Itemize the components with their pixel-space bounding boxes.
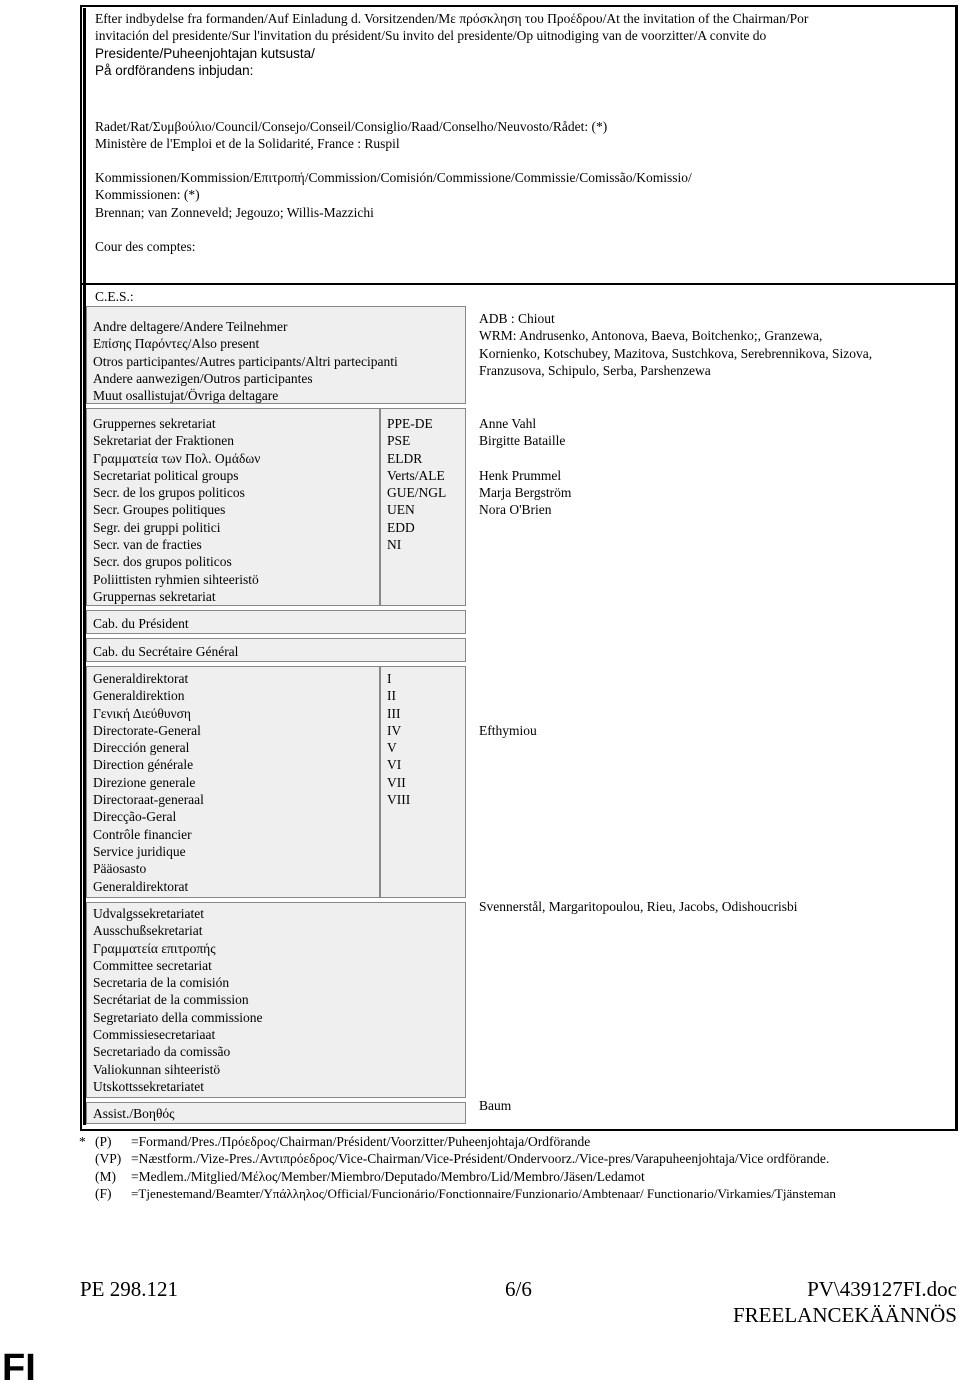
group-code: PSE [387, 433, 411, 449]
cab-sg-label: Cab. du Secrétaire Général [93, 644, 239, 659]
groups-labels [93, 415, 260, 605]
committee-secretariat-label: Commissiesecretariaat [93, 1027, 216, 1043]
dg-numerals [387, 670, 410, 808]
assistant-value: Baum [479, 1098, 512, 1113]
legend-code: (VP) [95, 1151, 122, 1167]
legend-code: (P) [95, 1134, 112, 1149]
groups-label: Segr. dei gruppi politici [93, 519, 221, 535]
council-value: Ministère de l'Emploi et de la Solidarité, France : Ruspil [95, 136, 400, 152]
group-code: GUE/NGL [387, 485, 447, 501]
legend-row [79, 1150, 959, 1167]
others-label: Muut osallistujat/Övriga deltagare [93, 388, 279, 404]
dg-label: Γενική Διεύθυνση [93, 705, 191, 721]
groups-label: Secr. de los grupos politicos [93, 485, 245, 501]
council-label: Radet/Rat/Συμβούλιο/Council/Consejo/Conseil/Consiglio/Raad/Conselho/Neuvosto/Rådet: (*) [95, 119, 608, 134]
invitation-line: Presidente/Puheenjohtajan kutsusta/ [95, 45, 315, 61]
legend-row [79, 1133, 959, 1150]
others-label: Επίσης Παρόντες/Also present [93, 336, 260, 352]
committee-secretariat-label: Γραμματεία επιτροπής [93, 940, 216, 956]
freelance-mark: FREELANCEKÄÄNNÖS [732, 1303, 957, 1327]
frame-divider [80, 283, 958, 285]
dg-numeral: VII [387, 774, 406, 790]
group-code: Verts/ALE [387, 467, 445, 483]
group-member: Anne Vahl [479, 416, 537, 431]
dg-numeral: V [387, 740, 397, 756]
committee-secretariat-label: Valiokunnan sihteeristö [93, 1061, 221, 1077]
dg-label: Contrôle financier [93, 826, 192, 842]
groups-label: Secretariat political groups [93, 467, 239, 483]
others-label: Andre deltagere/Andere Teilnehmer [93, 319, 288, 334]
committee-secretariat-label: Secretaria de la comisión [93, 975, 230, 991]
ces-label: C.E.S.: [95, 289, 134, 304]
others-value: ADB : Chiout [479, 311, 555, 326]
others-value: Franzusova, Schipulo, Serba, Parshenzewa [479, 362, 711, 378]
legend-text: =Næstform./Vize-Pres./Αντιπρόεδρος/Vice-Chairman/Vice-Président/Ondervoorz./Vice-pres/Varapuheenjohtaja/Vice ordförande. [131, 1151, 830, 1167]
council-block [95, 118, 607, 153]
assistant-label: Assist./Βοηθός [93, 1106, 175, 1121]
groups-label: Secr. dos grupos politicos [93, 554, 232, 570]
groups-codes [387, 415, 446, 553]
legend-code: (M) [95, 1168, 116, 1184]
dg-label: Generaldirektion [93, 688, 185, 704]
groups-label: Secr. van de fracties [93, 537, 202, 553]
dg-label: Directorate-General [93, 722, 201, 738]
group-member: Nora O'Brien [479, 502, 552, 518]
legend-star: * [79, 1134, 86, 1149]
commission-label: Kommissionen: (*) [95, 187, 200, 203]
committee-secretariat-label: Utskottssekretariatet [93, 1078, 204, 1094]
groups-label: Γραμματεία των Πολ. Ομάδων [93, 450, 261, 466]
cab-president-label: Cab. du Président [93, 616, 189, 631]
committee-secretariat-label: Segretariato della commissione [93, 1009, 263, 1025]
legend-text: =Tjenestemand/Beamter/Υπάλληλος/Official/Funcionário/Fonctionnaire/Funzionario/Ambtenaar/ Functionario/Virkamies/Tjänsteman [131, 1185, 836, 1201]
dg-value: Efthymiou [479, 723, 537, 738]
doc-reference: PE 298.121 [80, 1277, 179, 1301]
committee-secretariat-label: Committee secretariat [93, 957, 212, 973]
committee-secretariat-labels [93, 905, 262, 1095]
dg-numeral: II [387, 688, 396, 704]
legend [79, 1133, 959, 1202]
dg-numeral: IV [387, 722, 402, 738]
group-member: Marja Bergström [479, 484, 572, 500]
others-label: Otros participantes/Autres participants/Altri partecipanti [93, 353, 398, 369]
commission-value: Brennan; van Zonneveld; Jegouzo; Willis-Mazzichi [95, 204, 374, 220]
file-name: PV\439127FI.doc [807, 1277, 957, 1301]
group-code: UEN [387, 502, 415, 518]
legend-row [79, 1168, 959, 1185]
dg-numeral: III [387, 705, 401, 721]
dg-label: Dirección general [93, 740, 190, 756]
invitation-line: På ordförandens inbjudan: [95, 62, 254, 78]
committee-secretariat-label: Secrétariat de la commission [93, 992, 249, 1008]
dg-labels [93, 670, 204, 895]
court-label: Cour des comptes: [95, 239, 196, 254]
group-member: Birgitte Bataille [479, 433, 566, 449]
dg-label: Directoraat-generaal [93, 792, 204, 808]
groups-names [479, 415, 571, 518]
legend-code: (F) [95, 1185, 112, 1201]
group-member-gap [479, 450, 571, 467]
others-value: Kornienko, Kotschubey, Mazitova, Sustchkova, Serebrennikova, Sizova, [479, 345, 873, 361]
dg-label: Direzione generale [93, 774, 196, 790]
dg-label: Pääosasto [93, 861, 147, 877]
committee-secretariat-label: Udvalgssekretariatet [93, 906, 204, 921]
groups-label: Sekretariat der Fraktionen [93, 433, 234, 449]
dg-label: Service juridique [93, 843, 186, 859]
dg-numeral: VIII [387, 792, 411, 808]
group-code: EDD [387, 519, 415, 535]
committee-secretariat-label: Ausschußsekretariat [93, 923, 203, 939]
dg-numeral: I [387, 671, 392, 686]
group-code: NI [387, 537, 402, 553]
legend-text: =Formand/Pres./Πρόεδρος/Chairman/Président/Voorzitter/Puheenjohtaja/Ordförande [131, 1134, 591, 1149]
commission-block [95, 169, 692, 221]
group-code: ELDR [387, 450, 423, 466]
legend-row [79, 1185, 959, 1202]
invitation-line: Efter indbydelse fra formanden/Auf Einladung d. Vorsitzenden/Με πρόσκληση του Προέδρου/At the invitation of the Chairman/Por [95, 11, 809, 26]
invitation-line: invitación del presidente/Sur l'invitation du président/Su invito del presidente/Op uitnodiging van de voorzitter/A convite do [95, 28, 767, 44]
dg-label: Direction générale [93, 757, 194, 773]
dg-label: Generaldirektorat [93, 671, 189, 686]
groups-label: Secr. Groupes politiques [93, 502, 226, 518]
commission-label: Kommissionen/Kommission/Επιτροπή/Commission/Comisión/Commissione/Commissie/Comissão/Komissio/ [95, 170, 692, 185]
group-code: PPE-DE [387, 416, 433, 431]
others-values [479, 310, 872, 379]
groups-label: Poliittisten ryhmien sihteeristö [93, 571, 259, 587]
page-number: 6/6 [505, 1277, 532, 1301]
committee-secretariat-value: Svennerstål, Margaritopoulou, Rieu, Jacobs, Odishoucrisbi [479, 899, 798, 914]
group-member: Henk Prummel [479, 467, 562, 483]
language-code: FI [2, 1347, 36, 1389]
others-labels [93, 318, 398, 404]
others-label: Andere aanwezigen/Outros participantes [93, 370, 313, 386]
groups-label: Gruppernas sekretariat [93, 588, 216, 604]
dg-label: Generaldirektorat [93, 878, 189, 894]
groups-label: Gruppernes sekretariat [93, 416, 216, 431]
committee-secretariat-label: Secretariado da comissão [93, 1044, 231, 1060]
dg-numeral: VI [387, 757, 402, 773]
others-value: WRM: Andrusenko, Antonova, Baeva, Boitchenko;, Granzewa, [479, 328, 823, 344]
dg-label: Direcção-Geral [93, 809, 177, 825]
legend-text: =Medlem./Mitglied/Μέλος/Member/Miembro/Deputado/Membro/Lid/Membro/Jäsen/Ledamot [131, 1168, 645, 1184]
invitation-block [95, 10, 808, 79]
